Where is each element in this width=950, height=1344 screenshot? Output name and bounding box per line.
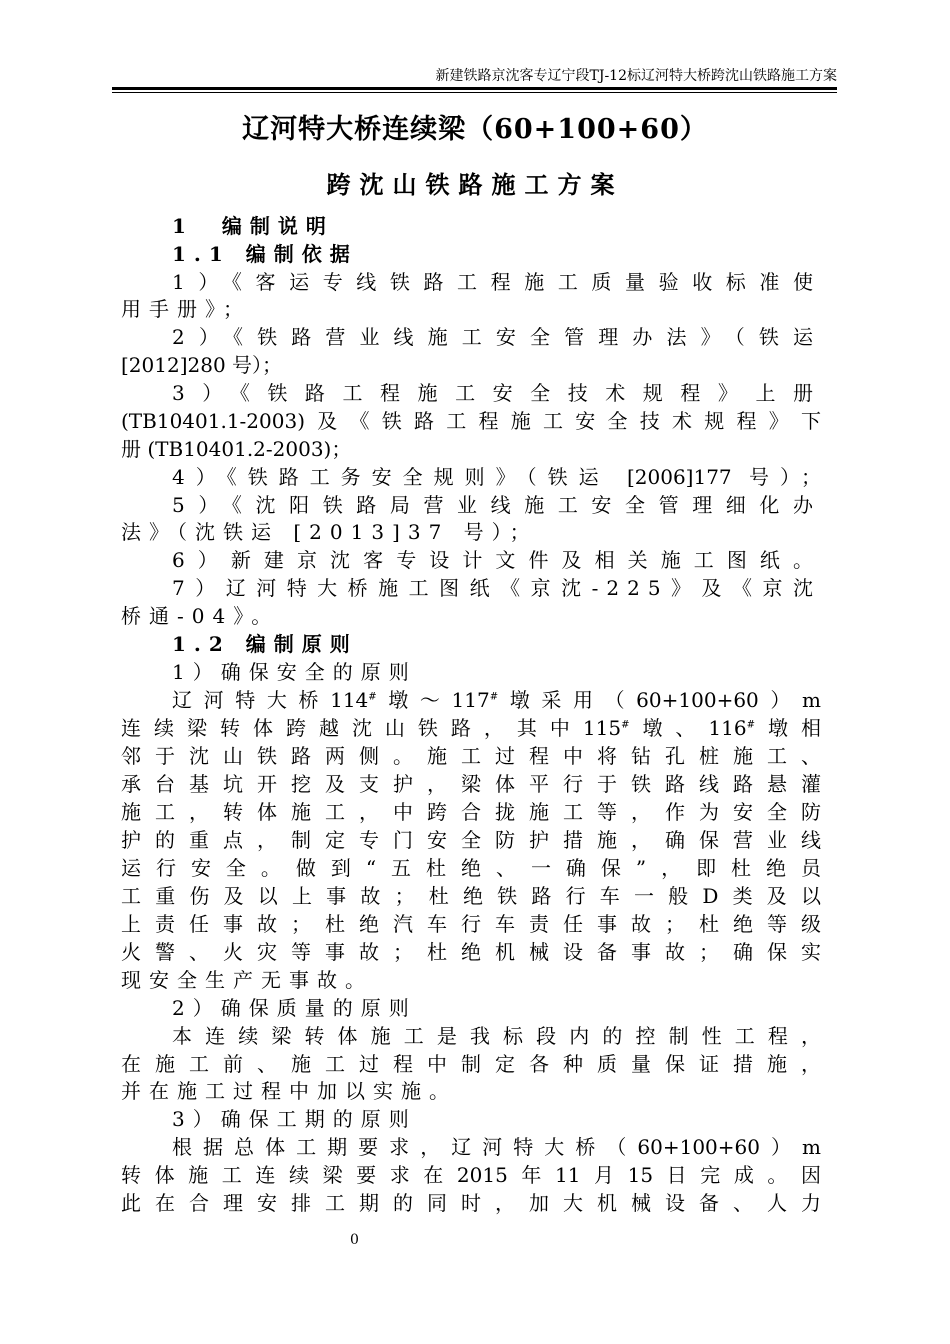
page-number: 0: [350, 1232, 359, 1248]
text-line: 本连续梁转体施工是我标段内的控制性工程，: [172, 1024, 821, 1048]
text-line: 火警、火灾等事故；杜绝机械设备事故；确保实: [121, 940, 821, 964]
text-line: 运行安全。做到“五杜绝、一确保”，即杜绝员: [121, 856, 821, 880]
text-line: (TB10401.1-2003)及《铁路工程施工安全技术规程》下: [121, 409, 821, 433]
text-line: 4）《铁路工务安全规则》（铁运 [2006]177 号）；: [172, 465, 821, 489]
text-line: 工重伤及以上事故；杜绝铁路行车一般D类及以: [121, 884, 821, 908]
text-line: 2）《铁路营业线施工安全管理办法》（铁运: [172, 325, 821, 349]
text-line: 现安全生产无事故。: [121, 968, 373, 992]
text-line: [2012]280 号）；: [121, 353, 283, 377]
text-line: 3）确保工期的原则: [172, 1107, 417, 1131]
text-line: 承台基坑开挖及支护，梁体平行于铁路线路悬灌: [121, 772, 821, 796]
text-line: 1）《客运专线铁路工程施工质量验收标准使: [172, 270, 821, 294]
text-line: 根据总体工期要求，辽河特大桥（60+100+60）m: [172, 1135, 821, 1159]
text-line: 此在合理安排工期的同时，加大机械设备、人力: [121, 1191, 821, 1215]
text-line: 护的重点，制定专门安全防护措施，确保营业线: [121, 828, 821, 852]
text-line: 7）辽河特大桥施工图纸《京沈-225》及《京沈: [172, 576, 821, 600]
text-line: 6）新建京沈客专设计文件及相关施工图纸。: [172, 548, 821, 572]
text-line: 2）确保质量的原则: [172, 996, 417, 1020]
section-heading: 1.1 编制依据: [172, 242, 358, 266]
text-line: 法》（沈铁运 [2013]37 号）；: [121, 520, 538, 544]
text-line: 用手册》；: [121, 297, 251, 321]
text-line: 辽河特大桥114#墩～117#墩采用（60+100+60）m: [172, 688, 821, 712]
text-line: 连续梁转体跨越沈山铁路，其中115#墩、116#墩相: [121, 716, 821, 740]
document-title: 辽河特大桥连续梁（60+100+60）: [242, 114, 708, 145]
text-line: 3）《铁路工程施工安全技术规程》上册: [172, 381, 821, 405]
text-line: 1）确保安全的原则: [172, 660, 417, 684]
text-line: 在施工前、施工过程中制定各种质量保证措施，: [121, 1052, 821, 1076]
section-heading: 1.2 编制原则: [172, 632, 358, 656]
section-heading: 1 编制说明: [172, 214, 334, 238]
text-line: 上责任事故；杜绝汽车行车责任事故；杜绝等级: [121, 912, 821, 936]
page-header: 新建铁路京沈客专辽宁段TJ-12标辽河特大桥跨沈山铁路施工方案: [435, 68, 837, 84]
text-line: 邻于沈山铁路两侧。施工过程中将钻孔桩施工、: [121, 744, 821, 768]
text-line: 并在施工过程中加以实施。: [121, 1079, 457, 1103]
document-subtitle: 跨沈山铁路施工方案: [326, 170, 624, 199]
text-line: 桥通-04》。: [121, 604, 280, 628]
text-line: 转体施工连续梁要求在2015年11月15日完成。因: [121, 1163, 821, 1187]
header-divider: [112, 87, 837, 93]
text-line: 5）《沈阳铁路局营业线施工安全管理细化办: [172, 493, 821, 517]
text-line: 施工，转体施工，中跨合拢施工等，作为安全防: [121, 800, 821, 824]
text-line: 册 (TB10401.2-2003)；: [121, 437, 352, 461]
